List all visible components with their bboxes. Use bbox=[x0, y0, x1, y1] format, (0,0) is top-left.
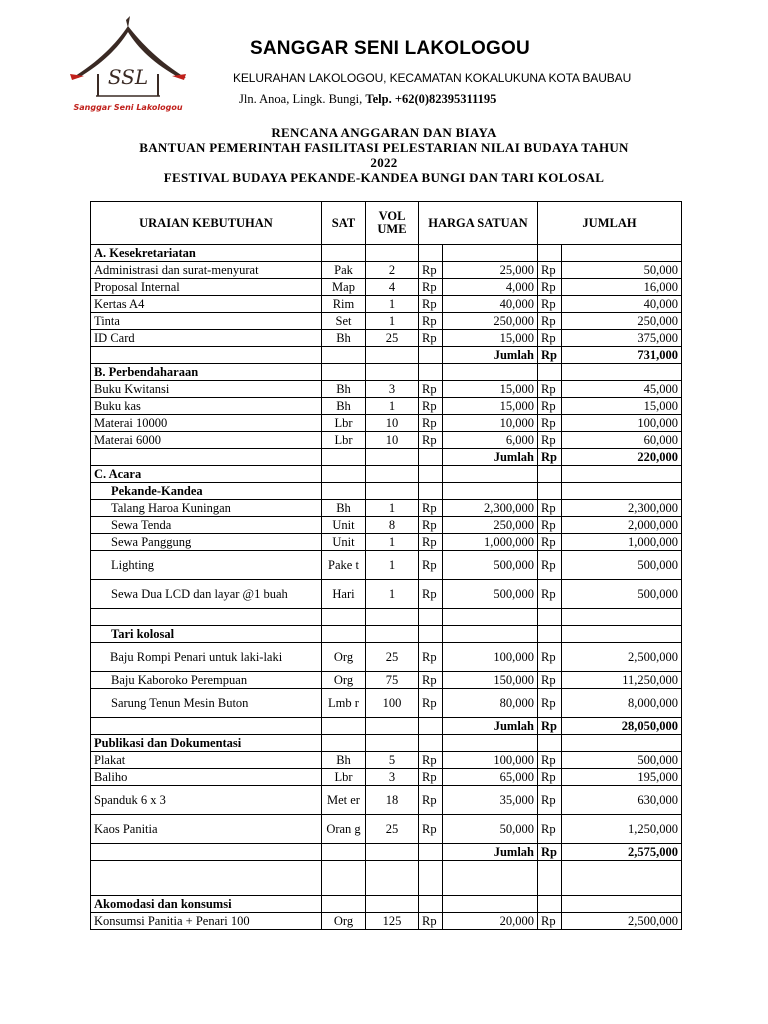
item-sat: Org bbox=[322, 672, 366, 689]
subtotal-value: 731,000 bbox=[562, 347, 682, 364]
item-vol: 18 bbox=[366, 786, 419, 815]
currency: Rp bbox=[419, 330, 443, 347]
currency: Rp bbox=[538, 449, 562, 466]
item-name: Spanduk 6 x 3 bbox=[91, 786, 322, 815]
item-sat: Lbr bbox=[322, 432, 366, 449]
header-harga: HARGA SATUAN bbox=[419, 202, 538, 245]
currency: Rp bbox=[538, 296, 562, 313]
item-harga: 15,000 bbox=[443, 381, 538, 398]
item-sat: Met er bbox=[322, 786, 366, 815]
currency: Rp bbox=[419, 279, 443, 296]
street-address: Jln. Anoa, Lingk. Bungi, bbox=[239, 92, 363, 106]
currency: Rp bbox=[419, 786, 443, 815]
item-sat: Oran g bbox=[322, 815, 366, 844]
item-name: Administrasi dan surat-menyurat bbox=[91, 262, 322, 279]
currency: Rp bbox=[538, 347, 562, 364]
item-name: Talang Haroa Kuningan bbox=[91, 500, 322, 517]
item-vol: 1 bbox=[366, 398, 419, 415]
item-vol: 8 bbox=[366, 517, 419, 534]
item-vol: 10 bbox=[366, 432, 419, 449]
section-row bbox=[91, 735, 682, 752]
currency: Rp bbox=[538, 913, 562, 930]
currency: Rp bbox=[538, 262, 562, 279]
subsection-title: Tari kolosal bbox=[91, 626, 322, 643]
item-jumlah: 8,000,000 bbox=[562, 689, 682, 718]
item-vol: 1 bbox=[366, 580, 419, 609]
item-sat: Bh bbox=[322, 398, 366, 415]
section-title: A. Kesekretariatan bbox=[91, 245, 322, 262]
currency: Rp bbox=[419, 398, 443, 415]
item-jumlah: 16,000 bbox=[562, 279, 682, 296]
table-row bbox=[91, 643, 682, 672]
item-name: Sarung Tenun Mesin Buton bbox=[91, 689, 322, 718]
section-title: C. Acara bbox=[91, 466, 322, 483]
item-vol: 1 bbox=[366, 534, 419, 551]
table-row bbox=[91, 330, 682, 347]
item-jumlah: 195,000 bbox=[562, 769, 682, 786]
item-jumlah: 2,000,000 bbox=[562, 517, 682, 534]
item-vol: 4 bbox=[366, 279, 419, 296]
item-jumlah: 1,250,000 bbox=[562, 815, 682, 844]
item-jumlah: 60,000 bbox=[562, 432, 682, 449]
item-jumlah: 500,000 bbox=[562, 752, 682, 769]
item-sat: Bh bbox=[322, 752, 366, 769]
item-sat: Set bbox=[322, 313, 366, 330]
item-jumlah: 375,000 bbox=[562, 330, 682, 347]
currency: Rp bbox=[419, 432, 443, 449]
currency: Rp bbox=[538, 844, 562, 861]
currency: Rp bbox=[538, 643, 562, 672]
item-harga: 100,000 bbox=[443, 643, 538, 672]
item-sat: Org bbox=[322, 913, 366, 930]
item-sat: Org bbox=[322, 643, 366, 672]
item-jumlah: 500,000 bbox=[562, 551, 682, 580]
item-name: Kaos Panitia bbox=[91, 815, 322, 844]
currency: Rp bbox=[419, 262, 443, 279]
currency: Rp bbox=[538, 752, 562, 769]
organization-logo bbox=[68, 14, 198, 114]
section-row bbox=[91, 245, 682, 262]
section-row bbox=[91, 896, 682, 913]
currency: Rp bbox=[419, 913, 443, 930]
title-line-4: FESTIVAL BUDAYA PEKANDE-KANDEA BUNGI DAN TARI KOLOSAL bbox=[163, 170, 605, 185]
item-harga: 25,000 bbox=[443, 262, 538, 279]
currency: Rp bbox=[419, 415, 443, 432]
item-name: ID Card bbox=[91, 330, 322, 347]
item-name: Buku kas bbox=[91, 398, 322, 415]
currency: Rp bbox=[538, 534, 562, 551]
currency: Rp bbox=[419, 313, 443, 330]
item-jumlah: 2,300,000 bbox=[562, 500, 682, 517]
item-harga: 4,000 bbox=[443, 279, 538, 296]
table-row bbox=[91, 398, 682, 415]
item-harga: 1,000,000 bbox=[443, 534, 538, 551]
item-name: Tinta bbox=[91, 313, 322, 330]
item-harga: 50,000 bbox=[443, 815, 538, 844]
currency: Rp bbox=[419, 500, 443, 517]
item-sat: Rim bbox=[322, 296, 366, 313]
empty-row bbox=[91, 861, 682, 896]
table-row bbox=[91, 534, 682, 551]
item-harga: 20,000 bbox=[443, 913, 538, 930]
subtotal-value: 220,000 bbox=[562, 449, 682, 466]
subtotal-value: 28,050,000 bbox=[562, 718, 682, 735]
currency: Rp bbox=[419, 551, 443, 580]
phone-number: Telp. +62(0)82395311195 bbox=[365, 92, 497, 106]
item-name: Baliho bbox=[91, 769, 322, 786]
item-jumlah: 50,000 bbox=[562, 262, 682, 279]
section-row bbox=[91, 364, 682, 381]
organization-address: KELURAHAN LAKOLOGOU, KECAMATAN KOKALUKUNA KOTA BAUBAU bbox=[233, 71, 632, 85]
currency: Rp bbox=[538, 517, 562, 534]
item-name: Materai 6000 bbox=[91, 432, 322, 449]
item-harga: 35,000 bbox=[443, 786, 538, 815]
item-vol: 1 bbox=[366, 296, 419, 313]
item-vol: 3 bbox=[366, 381, 419, 398]
organization-name: SANGGAR SENI LAKOLOGOU bbox=[250, 38, 530, 59]
subtotal-label: Jumlah bbox=[443, 449, 538, 466]
item-name: Baju Kaboroko Perempuan bbox=[91, 672, 322, 689]
item-sat: Lbr bbox=[322, 415, 366, 432]
currency: Rp bbox=[419, 752, 443, 769]
table-row bbox=[91, 517, 682, 534]
item-harga: 80,000 bbox=[443, 689, 538, 718]
subtotal-label: Jumlah bbox=[443, 347, 538, 364]
item-sat: Lbr bbox=[322, 769, 366, 786]
currency: Rp bbox=[538, 330, 562, 347]
item-harga: 2,300,000 bbox=[443, 500, 538, 517]
table-row bbox=[91, 279, 682, 296]
table-row bbox=[91, 913, 682, 930]
item-vol: 25 bbox=[366, 815, 419, 844]
section-row bbox=[91, 466, 682, 483]
item-harga: 10,000 bbox=[443, 415, 538, 432]
currency: Rp bbox=[538, 672, 562, 689]
roof-logo-icon bbox=[68, 14, 198, 114]
currency: Rp bbox=[538, 769, 562, 786]
item-jumlah: 45,000 bbox=[562, 381, 682, 398]
item-jumlah: 2,500,000 bbox=[562, 913, 682, 930]
item-sat: Pake t bbox=[322, 551, 366, 580]
section-title: Publikasi dan Dokumentasi bbox=[91, 735, 322, 752]
item-vol: 75 bbox=[366, 672, 419, 689]
item-name: Konsumsi Panitia + Penari 100 bbox=[91, 913, 322, 930]
item-name: Sewa Dua LCD dan layar @1 buah bbox=[91, 580, 322, 609]
item-name: Kertas A4 bbox=[91, 296, 322, 313]
item-harga: 150,000 bbox=[443, 672, 538, 689]
currency: Rp bbox=[538, 381, 562, 398]
item-jumlah: 250,000 bbox=[562, 313, 682, 330]
item-sat: Bh bbox=[322, 330, 366, 347]
table-row bbox=[91, 786, 682, 815]
item-jumlah: 500,000 bbox=[562, 580, 682, 609]
item-harga: 6,000 bbox=[443, 432, 538, 449]
section-title: B. Perbendaharaan bbox=[91, 364, 322, 381]
item-name: Baju Rompi Penari untuk laki-laki bbox=[91, 643, 322, 672]
item-sat: Pak bbox=[322, 262, 366, 279]
table-row bbox=[91, 296, 682, 313]
item-sat: Lmb r bbox=[322, 689, 366, 718]
item-vol: 2 bbox=[366, 262, 419, 279]
item-jumlah: 40,000 bbox=[562, 296, 682, 313]
title-line-3: 2022 bbox=[370, 155, 398, 170]
table-row bbox=[91, 672, 682, 689]
item-sat: Map bbox=[322, 279, 366, 296]
item-vol: 10 bbox=[366, 415, 419, 432]
header-sat: SAT bbox=[322, 202, 366, 245]
table-row bbox=[91, 415, 682, 432]
currency: Rp bbox=[538, 500, 562, 517]
item-name: Materai 10000 bbox=[91, 415, 322, 432]
item-name: Sewa Panggung bbox=[91, 534, 322, 551]
title-line-1: RENCANA ANGGARAN DAN BIAYA bbox=[271, 125, 497, 140]
item-sat: Unit bbox=[322, 517, 366, 534]
item-jumlah: 100,000 bbox=[562, 415, 682, 432]
currency: Rp bbox=[419, 672, 443, 689]
table-row bbox=[91, 815, 682, 844]
currency: Rp bbox=[538, 815, 562, 844]
subtotal-row bbox=[91, 449, 682, 466]
item-vol: 25 bbox=[366, 643, 419, 672]
table-row bbox=[91, 500, 682, 517]
title-line-2: BANTUAN PEMERINTAH FASILITASI PELESTARIAN NILAI BUDAYA TAHUN bbox=[139, 140, 629, 155]
currency: Rp bbox=[419, 517, 443, 534]
currency: Rp bbox=[538, 786, 562, 815]
currency: Rp bbox=[538, 551, 562, 580]
item-sat: Bh bbox=[322, 500, 366, 517]
currency: Rp bbox=[419, 296, 443, 313]
item-vol: 1 bbox=[366, 313, 419, 330]
item-harga: 500,000 bbox=[443, 551, 538, 580]
item-vol: 3 bbox=[366, 769, 419, 786]
item-harga: 15,000 bbox=[443, 330, 538, 347]
empty-row bbox=[91, 609, 682, 626]
item-sat: Unit bbox=[322, 534, 366, 551]
currency: Rp bbox=[419, 381, 443, 398]
currency: Rp bbox=[419, 815, 443, 844]
item-name: Sewa Tenda bbox=[91, 517, 322, 534]
item-sat: Bh bbox=[322, 381, 366, 398]
currency: Rp bbox=[419, 769, 443, 786]
subtotal-row bbox=[91, 844, 682, 861]
item-vol: 25 bbox=[366, 330, 419, 347]
item-jumlah: 630,000 bbox=[562, 786, 682, 815]
currency: Rp bbox=[538, 689, 562, 718]
currency: Rp bbox=[538, 279, 562, 296]
table-row bbox=[91, 313, 682, 330]
table-row bbox=[91, 689, 682, 718]
item-name: Plakat bbox=[91, 752, 322, 769]
budget-table bbox=[90, 201, 682, 930]
item-harga: 65,000 bbox=[443, 769, 538, 786]
item-name: Buku Kwitansi bbox=[91, 381, 322, 398]
currency: Rp bbox=[538, 580, 562, 609]
subtotal-row bbox=[91, 718, 682, 735]
currency: Rp bbox=[419, 689, 443, 718]
subsection-title: Pekande-Kandea bbox=[91, 483, 322, 500]
table-row bbox=[91, 752, 682, 769]
subtotal-row bbox=[91, 347, 682, 364]
svg-text:SSL: SSL bbox=[107, 65, 149, 89]
table-row bbox=[91, 262, 682, 279]
item-harga: 15,000 bbox=[443, 398, 538, 415]
currency: Rp bbox=[538, 432, 562, 449]
item-jumlah: 2,500,000 bbox=[562, 643, 682, 672]
item-harga: 250,000 bbox=[443, 313, 538, 330]
item-jumlah: 1,000,000 bbox=[562, 534, 682, 551]
section-title: Akomodasi dan konsumsi bbox=[91, 896, 322, 913]
item-harga: 40,000 bbox=[443, 296, 538, 313]
table-header-row bbox=[91, 202, 682, 245]
item-harga: 500,000 bbox=[443, 580, 538, 609]
subtotal-label: Jumlah bbox=[443, 718, 538, 735]
item-vol: 1 bbox=[366, 551, 419, 580]
currency: Rp bbox=[538, 718, 562, 735]
table-row bbox=[91, 381, 682, 398]
item-jumlah: 15,000 bbox=[562, 398, 682, 415]
item-vol: 1 bbox=[366, 500, 419, 517]
item-harga: 250,000 bbox=[443, 517, 538, 534]
subsection-row bbox=[91, 483, 682, 500]
item-harga: 100,000 bbox=[443, 752, 538, 769]
subtotal-label: Jumlah bbox=[443, 844, 538, 861]
currency: Rp bbox=[419, 580, 443, 609]
organization-contact bbox=[239, 92, 496, 107]
header-uraian: URAIAN KEBUTUHAN bbox=[91, 202, 322, 245]
header-jumlah: JUMLAH bbox=[538, 202, 682, 245]
currency: Rp bbox=[419, 643, 443, 672]
item-name: Lighting bbox=[91, 551, 322, 580]
table-row bbox=[91, 551, 682, 580]
item-vol: 125 bbox=[366, 913, 419, 930]
header-volume: VOL UME bbox=[366, 202, 419, 245]
table-row bbox=[91, 580, 682, 609]
table-row bbox=[91, 432, 682, 449]
subsection-row bbox=[91, 626, 682, 643]
logo-text: Sanggar Seni Lakologou bbox=[73, 103, 183, 112]
item-vol: 5 bbox=[366, 752, 419, 769]
currency: Rp bbox=[538, 313, 562, 330]
document-title bbox=[0, 125, 768, 185]
currency: Rp bbox=[538, 415, 562, 432]
subtotal-value: 2,575,000 bbox=[562, 844, 682, 861]
item-vol: 100 bbox=[366, 689, 419, 718]
item-name: Proposal Internal bbox=[91, 279, 322, 296]
table-row bbox=[91, 769, 682, 786]
item-jumlah: 11,250,000 bbox=[562, 672, 682, 689]
currency: Rp bbox=[419, 534, 443, 551]
currency: Rp bbox=[538, 398, 562, 415]
item-sat: Hari bbox=[322, 580, 366, 609]
